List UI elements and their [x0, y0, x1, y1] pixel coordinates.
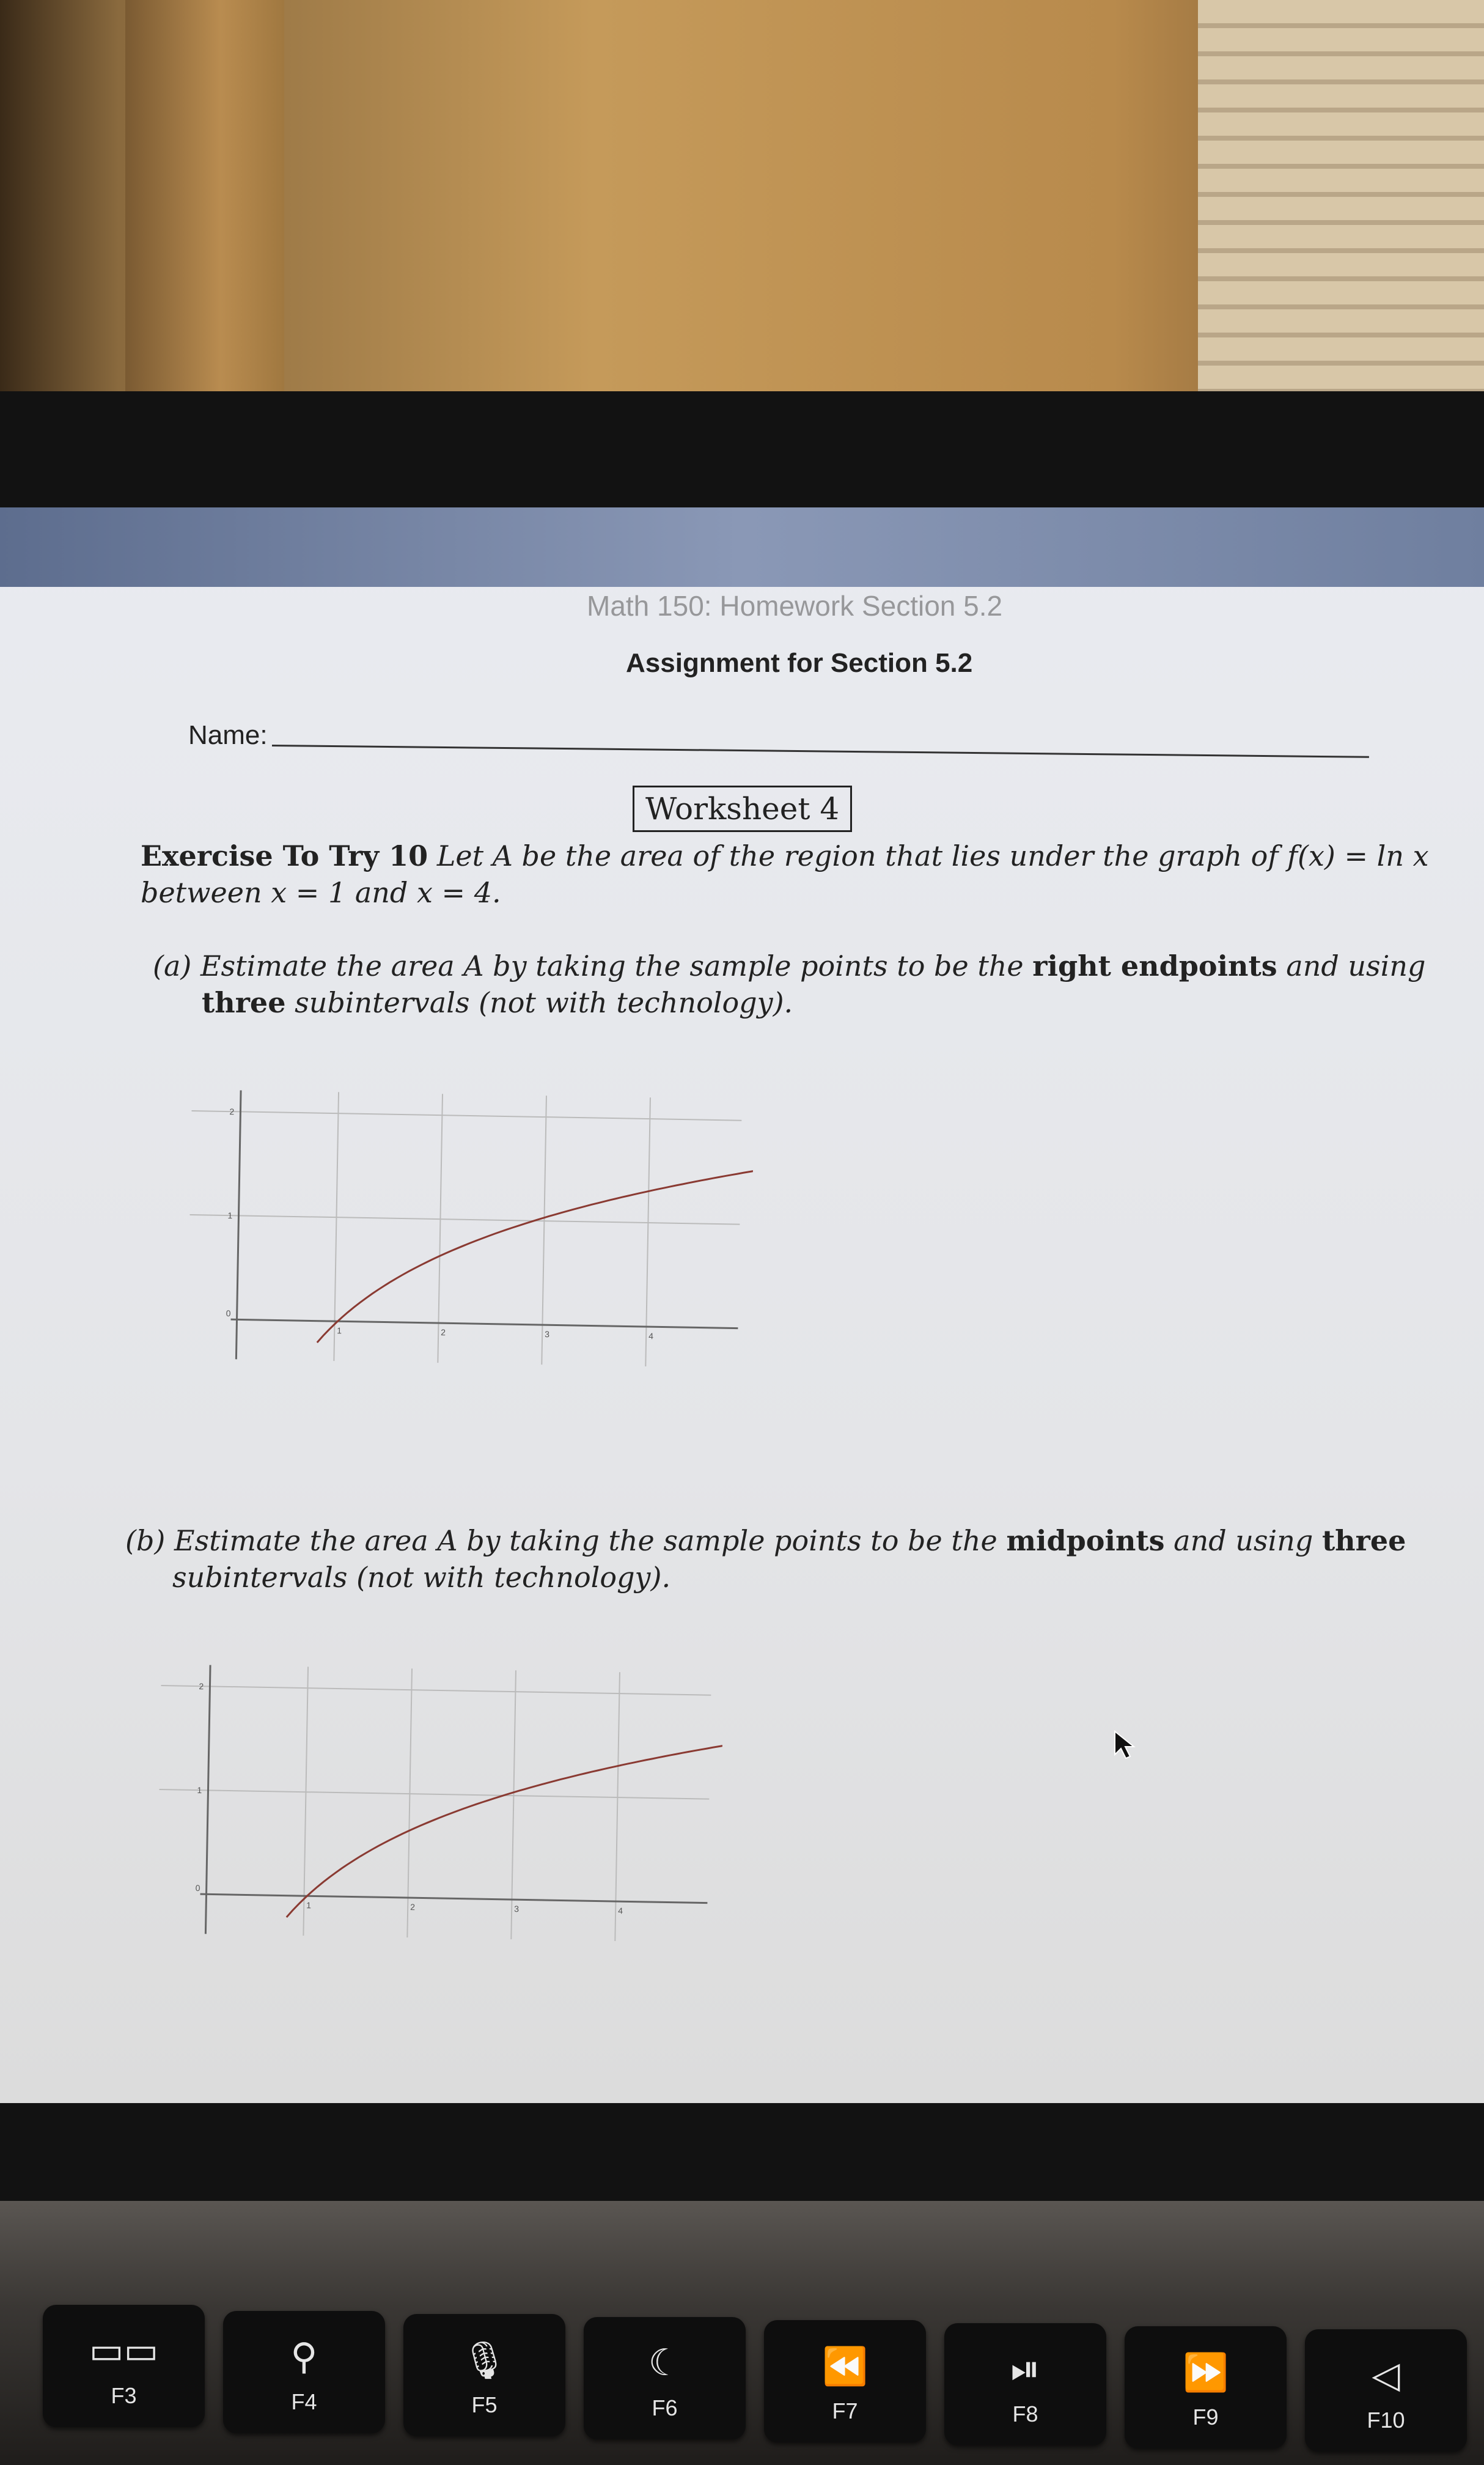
exercise-line-2: between x = 1 and x = 4. [141, 876, 501, 909]
tick-y2: 2 [199, 1681, 204, 1692]
key-label: F8 [1012, 2401, 1038, 2426]
exercise-line-1 [141, 838, 1429, 874]
key-f10[interactable] [1305, 2329, 1467, 2452]
part-a-line-2 [202, 984, 793, 1021]
exercise-text-1: Let A be the area of the region that lies under the graph of f(x) = ln x [436, 839, 1429, 872]
part-a-bold: right endpoints [1032, 949, 1277, 982]
tick-x2: 2 [410, 1902, 416, 1912]
part-a-three: three [202, 986, 286, 1019]
key-f8[interactable] [944, 2323, 1106, 2445]
fast-forward-icon: ⏩ [1183, 2351, 1229, 2394]
exercise-label: Exercise To Try 10 [141, 839, 428, 872]
tick-y2: 2 [229, 1107, 235, 1117]
graph-part-b [156, 1664, 724, 1955]
key-f5[interactable] [403, 2314, 565, 2436]
laptop-screen [0, 507, 1484, 2103]
part-b-line-2: subintervals (not with technology). [172, 1561, 671, 1594]
tick-x4: 4 [648, 1331, 654, 1341]
key-label: F3 [111, 2383, 137, 2408]
moon-icon: ☾ [648, 2342, 681, 2384]
room-background [0, 0, 1484, 428]
tick-x1: 1 [306, 1900, 312, 1910]
mute-icon: ◁ [1372, 2354, 1400, 2397]
key-f3[interactable] [43, 2305, 205, 2427]
key-label: F4 [291, 2389, 317, 2414]
part-a-text-start: (a) Estimate the area A by taking the sample points to be the [153, 949, 1024, 982]
gridline-y1 [190, 1215, 740, 1225]
part-b-text-start: (b) Estimate the area A by taking the sample points to be the [125, 1524, 997, 1557]
play-pause-icon: ⏯ [1010, 2348, 1040, 2390]
rewind-icon: ⏪ [822, 2345, 868, 2388]
key-label: F6 [652, 2395, 678, 2420]
key-f9[interactable] [1125, 2326, 1287, 2448]
key-label: F7 [832, 2398, 858, 2423]
microphone-icon: 🎙 [461, 2339, 508, 2382]
gridline-y2 [161, 1686, 711, 1695]
mission-control-icon: ▭▭ [89, 2329, 159, 2372]
keyboard [0, 2201, 1484, 2465]
door-frame [125, 0, 284, 403]
x-axis [231, 1319, 738, 1328]
gridline-y1 [160, 1789, 710, 1799]
assignment-title: Assignment for Section 5.2 [626, 648, 973, 678]
search-icon: ⚲ [290, 2335, 318, 2378]
tick-y0: 0 [195, 1883, 200, 1893]
key-label: F10 [1367, 2408, 1405, 2433]
gridline-y2 [191, 1111, 741, 1121]
key-f7[interactable] [764, 2320, 926, 2442]
worksheet-document [0, 587, 1484, 2103]
tick-y1: 1 [227, 1210, 233, 1221]
part-b-text-mid: and using [1174, 1524, 1313, 1557]
key-f6[interactable] [584, 2317, 746, 2439]
document-header-partial: Math 150: Homework Section 5.2 [587, 590, 1003, 622]
tick-y1: 1 [197, 1785, 202, 1796]
tick-x1: 1 [337, 1325, 342, 1336]
worksheet-title: Worksheet 4 [633, 786, 852, 832]
name-line [272, 745, 1369, 758]
tick-x4: 4 [618, 1906, 623, 1916]
tick-x3: 3 [545, 1329, 550, 1339]
part-a-text-2: subintervals (not with technology). [295, 986, 793, 1019]
tick-x2: 2 [441, 1327, 446, 1338]
part-b-three: three [1321, 1524, 1406, 1557]
part-a-line-1 [153, 948, 1425, 984]
key-label: F5 [471, 2392, 498, 2417]
screen-top-bar [0, 507, 1484, 587]
part-b-line-1 [125, 1522, 1406, 1559]
graph-part-a [187, 1089, 754, 1380]
part-b-midpoints: midpoints [1006, 1524, 1165, 1557]
mouse-cursor-icon [1114, 1730, 1138, 1761]
name-label: Name: [188, 720, 268, 750]
window-blinds [1198, 0, 1484, 422]
x-axis [200, 1894, 708, 1903]
tick-x3: 3 [514, 1904, 520, 1914]
key-f4[interactable] [223, 2311, 385, 2433]
tick-y0: 0 [226, 1308, 231, 1319]
key-label: F9 [1192, 2404, 1219, 2430]
part-a-text-end: and using [1286, 949, 1426, 982]
